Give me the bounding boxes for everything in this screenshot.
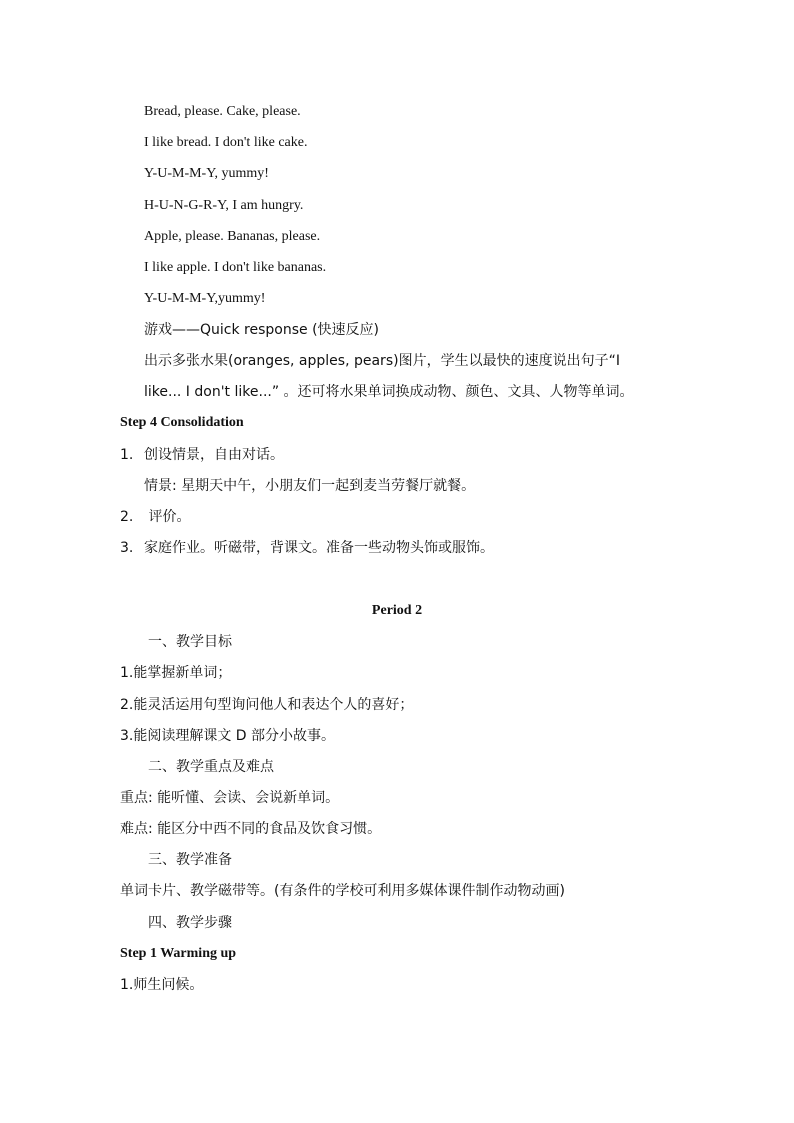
period-title: Period 2 xyxy=(371,603,423,618)
chant-line: I like bread. I don't like cake. xyxy=(144,135,308,150)
objectives-heading: 一、教学目标 xyxy=(148,634,232,650)
item-number: 3. xyxy=(120,540,134,556)
objective-item: 3.能阅读理解课文 D 部分小故事。 xyxy=(120,728,336,744)
steps-heading: 四、教学步骤 xyxy=(148,915,232,931)
step4-item xyxy=(120,446,284,464)
preparation-heading: 三、教学准备 xyxy=(148,852,232,868)
game-title: 游戏——Quick response (快速反应) xyxy=(144,322,379,338)
step4-item xyxy=(144,477,475,495)
chant-line: Apple, please. Bananas, please. xyxy=(144,229,321,244)
chant-line: Y-U-M-M-Y,yummy! xyxy=(144,291,266,306)
chant-line: Y-U-M-M-Y, yummy! xyxy=(144,166,269,181)
item-text: 家庭作业。听磁带，背课文。准备一些动物头饰或服饰。 xyxy=(144,540,494,556)
preparation-text: 单词卡片、教学磁带等。(有条件的学校可利用多媒体课件制作动物动画) xyxy=(120,883,565,899)
chant-line: Bread, please. Cake, please. xyxy=(144,104,301,119)
objective-item: 2.能灵活运用句型询问他人和表达个人的喜好； xyxy=(120,697,414,713)
item-text: 创设情景，自由对话。 xyxy=(144,447,284,463)
step1-heading: Step 1 Warming up xyxy=(120,946,237,961)
item-number: 2. xyxy=(120,509,134,525)
chant-line: I like apple. I don't like bananas. xyxy=(144,260,327,275)
objective-item: 1.能掌握新单词； xyxy=(120,665,232,681)
game-description-line: 出示多张水果(oranges, apples, pears)图片，学生以最快的速度说出句子“I xyxy=(144,353,620,369)
key-point-item: 重点: 能听懂、会读、会说新单词。 xyxy=(120,790,340,806)
step4-item xyxy=(120,508,190,526)
key-point-item: 难点: 能区分中西不同的食品及饮食习惯。 xyxy=(120,821,382,837)
step4-heading: Step 4 Consolidation xyxy=(120,415,244,430)
item-number: 1. xyxy=(120,447,134,463)
game-description-line: like... I don't like...” 。还可将水果单词换成动物、颜色、文具、人物等单词。 xyxy=(144,384,634,400)
item-text: 评价。 xyxy=(144,509,191,525)
chant-line: H-U-N-G-R-Y, I am hungry. xyxy=(144,198,304,213)
step4-item xyxy=(120,539,494,557)
step1-item: 1.师生问候。 xyxy=(120,977,204,993)
key-points-heading: 二、教学重点及难点 xyxy=(148,759,274,775)
item-text: 情景: 星期天中午，小朋友们一起到麦当劳餐厅就餐。 xyxy=(144,478,476,494)
